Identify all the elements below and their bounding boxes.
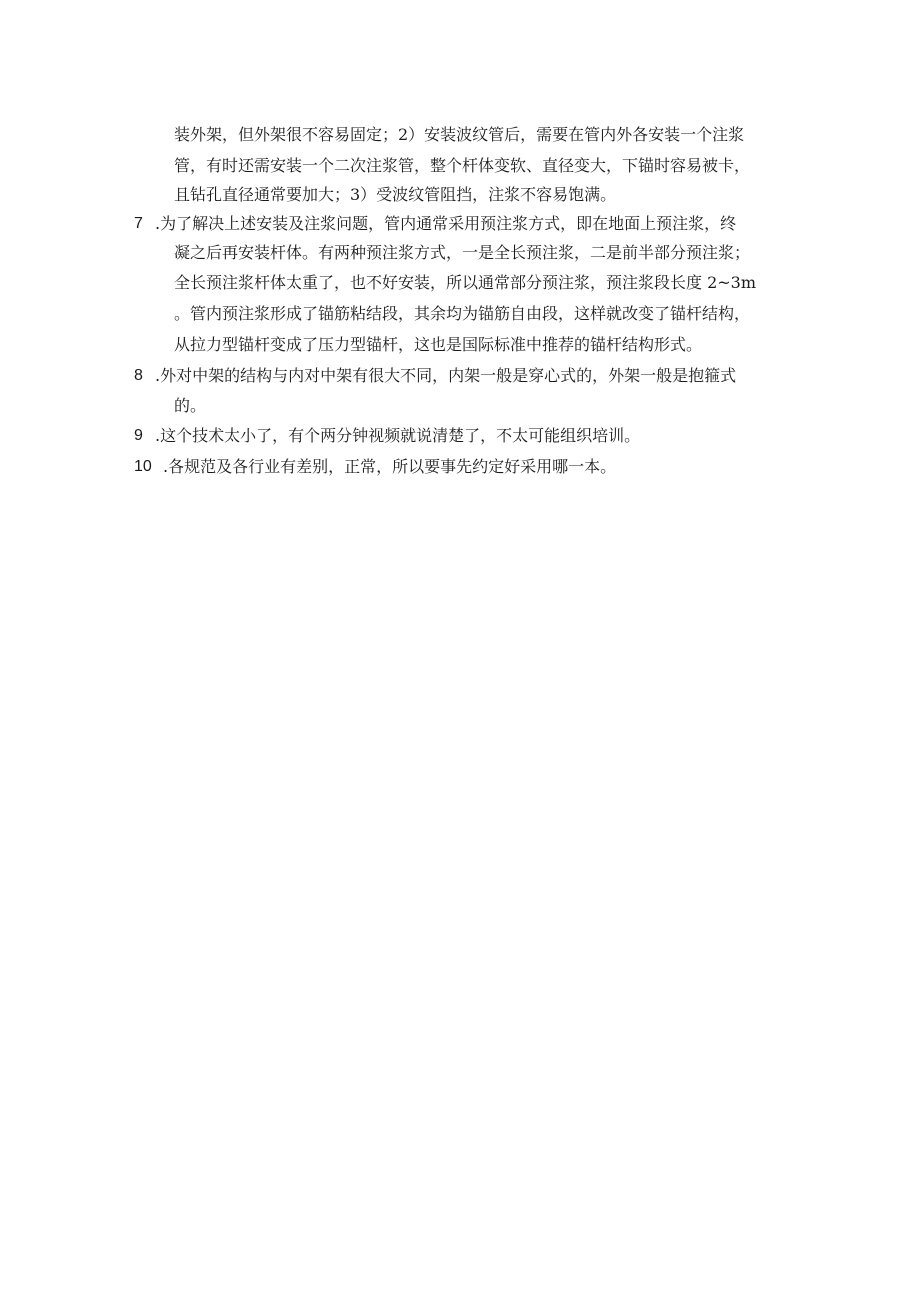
paragraph-line: 全长预注浆杆体太重了，也不好安装，所以通常部分预注浆，预注浆段长度 2~3m [174, 273, 757, 292]
paragraph-line: .为了解决上述安装及注浆问题，管内通常采用预注浆方式，即在地面上预注浆，终 [155, 214, 737, 233]
paragraph-line: 装外架，但外架很不容易固定；2）安装波纹管后，需要在管内外各安装一个注浆 [174, 125, 745, 144]
paragraph-line: 从拉力型锚杆变成了压力型锚杆，这也是国际标准中推荐的锚杆结构形式。 [174, 335, 703, 354]
paragraph-line: 的。 [174, 396, 207, 415]
list-item-number: 10 [134, 458, 152, 475]
paragraph-line: 且钻孔直径通常要加大；3）受波纹管阻挡，注浆不容易饱满。 [174, 185, 617, 204]
paragraph-line: .各规范及各行业有差别，正常，所以要事先约定好采用哪一本。 [163, 457, 617, 476]
list-item-number: 7 [134, 215, 143, 232]
paragraph-line: 凝之后再安装杆体。有两种预注浆方式，一是全长预注浆，二是前半部分预注浆； [174, 243, 751, 262]
paragraph-line: 。管内预注浆形成了锚筋粘结段，其余均为锚筋自由段，这样就改变了锚杆结构， [174, 304, 751, 323]
paragraph-line: 管，有时还需安装一个二次注浆管，整个杆体变软、直径变大，下锚时容易被卡， [174, 156, 751, 175]
paragraph-line: .外对中架的结构与内对中架有很大不同，内架一般是穿心式的，外架一般是抱箍式 [155, 366, 737, 385]
list-item-number: 9 [134, 427, 143, 444]
paragraph-line: .这个技术太小了，有个两分钟视频就说清楚了，不太可能组织培训。 [155, 426, 641, 445]
list-item-number: 8 [134, 367, 143, 384]
